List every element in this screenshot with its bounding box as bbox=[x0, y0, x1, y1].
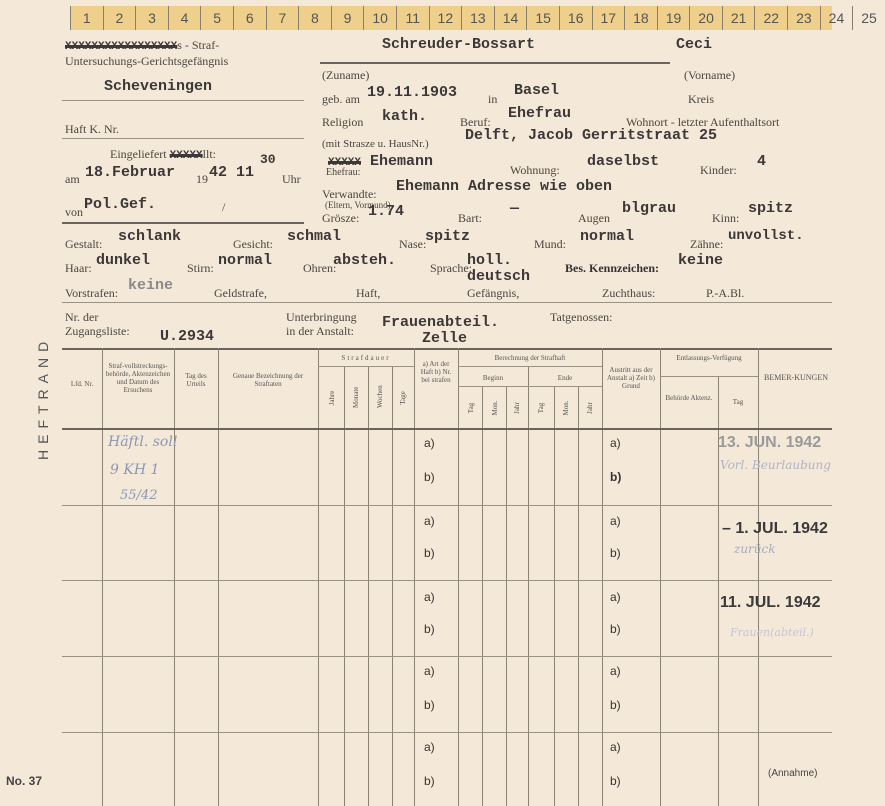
eingeliefert-suffix: llt: bbox=[202, 147, 216, 161]
eingeliefert-line bbox=[110, 147, 216, 162]
ruler-number: 25 bbox=[852, 6, 885, 30]
gefaengnis-label: Gefängnis, bbox=[467, 286, 520, 300]
row5-a: a) bbox=[424, 740, 435, 754]
born-in-label: in bbox=[488, 92, 498, 106]
mund-label: Mund: bbox=[534, 237, 567, 251]
ruler-number: 6 bbox=[233, 6, 266, 30]
row5-austritt-b: b) bbox=[610, 774, 621, 788]
vorstrafen-label: Vorstrafen: bbox=[65, 286, 119, 300]
born-label: geb. am bbox=[322, 92, 360, 106]
struck-text: XXXXX bbox=[328, 157, 362, 169]
date-stamp: 13. JUN. 1942 bbox=[718, 434, 822, 451]
gesicht-label: Gesicht: bbox=[233, 237, 273, 251]
institution-line2: Untersuchungs-Gerichtsgefängnis bbox=[65, 54, 229, 68]
numbered-ruler-strip bbox=[70, 6, 877, 30]
row3-b: b) bbox=[424, 622, 435, 636]
ruler-number: 24 bbox=[820, 6, 853, 30]
bart-value: — bbox=[510, 200, 520, 217]
tatgenossen-label: Tatgenossen: bbox=[550, 310, 613, 324]
ruler-number: 19 bbox=[657, 6, 690, 30]
ruler-number: 11 bbox=[396, 6, 429, 30]
header-berechnung: Berechnung der Strafhaft bbox=[494, 354, 566, 362]
row2-austritt-b: b) bbox=[610, 546, 621, 560]
header-wochen: Wochen bbox=[376, 385, 384, 408]
kennzeichen-value: keine bbox=[678, 252, 724, 269]
ruler-number: 12 bbox=[429, 6, 462, 30]
handwritten-note: 9 KH 1 bbox=[110, 462, 160, 478]
header-date-col: Jahr bbox=[586, 402, 594, 414]
header-bemerkungen: BEMER-KUNGEN bbox=[764, 373, 828, 382]
gesicht-value: schmal bbox=[287, 228, 342, 245]
date-stamp: 11. JUL. 1942 bbox=[720, 594, 821, 611]
row1-austritt-b: b) bbox=[610, 470, 622, 484]
row2-austritt-a: a) bbox=[610, 514, 621, 528]
ehefrau-label: Ehefrau: bbox=[326, 167, 361, 178]
zugang-label2: Zugangsliste: bbox=[65, 324, 130, 338]
wohnung-value: daselbst bbox=[587, 153, 660, 170]
header-strafdauer: Strafdauer bbox=[341, 354, 391, 362]
am-label: am bbox=[65, 172, 80, 186]
handwritten-note: Frauen(abteil.) bbox=[730, 626, 814, 639]
institution-line1 bbox=[65, 38, 219, 53]
row3-a: a) bbox=[424, 590, 435, 604]
uhr-label: Uhr bbox=[282, 172, 301, 186]
born-date: 19.11.1903 bbox=[367, 84, 458, 101]
geldstrafe-label: Geldstrafe, bbox=[214, 286, 267, 300]
sprache-value2: deutsch bbox=[467, 268, 531, 285]
kinn-value: spitz bbox=[748, 200, 794, 217]
unterbringung-label1: Unterbringung bbox=[286, 310, 357, 324]
header-date-col: Jahr bbox=[513, 402, 521, 414]
groesse-value: 1.74 bbox=[368, 203, 405, 220]
ruler-number: 3 bbox=[135, 6, 168, 30]
kinder-value: 4 bbox=[757, 153, 767, 170]
annahme-label: (Annahme) bbox=[768, 768, 818, 779]
born-place: Basel bbox=[514, 82, 560, 99]
gestalt-value: schlank bbox=[118, 228, 182, 245]
von-label: von bbox=[65, 205, 83, 219]
von-value: Pol.Gef. bbox=[84, 196, 157, 213]
header-tag: Tag bbox=[732, 398, 744, 406]
kinder-label: Kinder: bbox=[700, 163, 737, 177]
row5-austritt-a: a) bbox=[610, 740, 621, 754]
handwritten-note: Häftl. soll bbox=[108, 434, 178, 450]
haft2-label: Haft, bbox=[356, 286, 381, 300]
haar-value: dunkel bbox=[96, 252, 151, 269]
sprache-label: Sprache: bbox=[430, 261, 472, 275]
kinn-label: Kinn: bbox=[712, 211, 740, 225]
augen-label: Augen bbox=[578, 211, 610, 225]
time-sup: 30 bbox=[260, 152, 276, 167]
ruler-number: 8 bbox=[298, 6, 331, 30]
ruler-number: 13 bbox=[461, 6, 494, 30]
ruler-number: 22 bbox=[754, 6, 787, 30]
ruler-number: 1 bbox=[70, 6, 103, 30]
row3-austritt-b: b) bbox=[610, 622, 621, 636]
religion-label: Religion bbox=[322, 115, 364, 129]
header-date-col: Mon. bbox=[562, 400, 570, 416]
row4-austritt-a: a) bbox=[610, 664, 621, 678]
header-tage: Tage bbox=[399, 391, 407, 405]
bart-label: Bart: bbox=[458, 211, 482, 225]
heftrand-label: HEFTRAND bbox=[35, 335, 51, 460]
augen-value: blgrau bbox=[622, 200, 677, 217]
header-beginn: Beginn bbox=[482, 374, 504, 382]
row2-a: a) bbox=[424, 514, 435, 528]
verwandte-label: Verwandte: bbox=[322, 187, 377, 201]
header-entlassung: Entlassungs-Verfügung bbox=[676, 354, 742, 362]
header-date-col: Tag bbox=[537, 402, 545, 414]
gestalt-label: Gestalt: bbox=[65, 237, 103, 251]
residence-label: Wohnort - letzter Aufenthaltsort bbox=[626, 115, 780, 129]
header-austritt: Austritt aus der Anstalt a) Zeit b) Grund bbox=[606, 366, 655, 390]
ohren-label: Ohren: bbox=[303, 261, 337, 275]
ohren-value: absteh. bbox=[333, 252, 397, 269]
haar-label: Haar: bbox=[65, 261, 92, 275]
kennzeichen-label: Bes. Kennzeichen: bbox=[565, 261, 659, 275]
beruf-label: Beruf: bbox=[460, 115, 491, 129]
zugang-value: U.2934 bbox=[160, 328, 215, 345]
ruler-number: 2 bbox=[103, 6, 136, 30]
struck-text: XXXXXXXXXXXXXXXXX bbox=[65, 41, 178, 53]
row1-austritt-a: a) bbox=[610, 436, 621, 450]
date-value: 18.Februar bbox=[85, 164, 176, 181]
ruler-number: 18 bbox=[624, 6, 657, 30]
haft-label: Haft K. Nr. bbox=[65, 122, 119, 136]
surname-label: (Zuname) bbox=[322, 68, 370, 82]
row4-austritt-b: b) bbox=[610, 698, 621, 712]
date-stamp: – 1. JUL. 1942 bbox=[722, 520, 828, 537]
institution-suffix: s - Straf- bbox=[177, 38, 220, 52]
stirn-label: Stirn: bbox=[187, 261, 214, 275]
header-behoerde: Straf-vollstreckungs-behörde, Aktenzeichen und Datum des Ersuchens bbox=[105, 362, 171, 394]
ruler-number: 4 bbox=[168, 6, 201, 30]
eingeliefert-label: Eingeliefert bbox=[110, 147, 167, 161]
zuchthaus-label: Zuchthaus: bbox=[602, 286, 656, 300]
spouse-value: Ehemann bbox=[370, 153, 434, 170]
header-art-haft: a) Art der Haft b) Nr. bei strafen bbox=[420, 360, 452, 384]
handwritten-note: 55/42 bbox=[120, 488, 158, 503]
handwritten-note: Vorl. Beurlaubung bbox=[720, 458, 831, 472]
nase-label: Nase: bbox=[399, 237, 427, 251]
verwandte-sub: (Eltern, Vormund) bbox=[325, 200, 391, 210]
unterbringung-value2: Zelle bbox=[422, 330, 468, 347]
vorstrafen-value: keine bbox=[128, 277, 174, 294]
row3-austritt-a: a) bbox=[610, 590, 621, 604]
verwandte-value: Ehemann Adresse wie oben bbox=[396, 178, 613, 195]
ruler-number: 23 bbox=[787, 6, 820, 30]
slash-mark: / bbox=[222, 200, 226, 214]
zaehne-value: unvollst. bbox=[728, 228, 804, 244]
sprache-value1: holl. bbox=[467, 252, 513, 269]
zugang-label1: Nr. der bbox=[65, 310, 99, 324]
header-bezeichnung: Genaue Bezeichnung der Straftaten bbox=[232, 372, 304, 388]
row1-b: b) bbox=[424, 470, 435, 484]
handwritten-note: zurück bbox=[734, 542, 776, 556]
street-value: Delft, Jacob Gerritstraat 25 bbox=[465, 127, 718, 144]
row4-b: b) bbox=[424, 698, 435, 712]
header-behoerde-akten: Behörde Aktenz. bbox=[665, 394, 713, 402]
row1-a: a) bbox=[424, 436, 435, 450]
groesse-label: Grösze: bbox=[322, 211, 360, 225]
header-lfd: Lfd. Nr. bbox=[70, 380, 94, 388]
mund-value: normal bbox=[580, 228, 635, 245]
header-jahre: Jahre bbox=[328, 390, 336, 406]
table-top-border bbox=[62, 348, 832, 350]
firstname-value: Ceci bbox=[676, 36, 713, 53]
unterbringung-value1: Frauenabteil. bbox=[382, 314, 500, 331]
ruler-number: 7 bbox=[266, 6, 299, 30]
nase-value: spitz bbox=[425, 228, 471, 245]
struck-text: XXXXX bbox=[169, 150, 203, 162]
card-number: No. 37 bbox=[6, 774, 43, 788]
religion-value: kath. bbox=[382, 108, 428, 125]
ruler-number: 17 bbox=[592, 6, 625, 30]
row4-a: a) bbox=[424, 664, 435, 678]
ruler-number: 21 bbox=[722, 6, 755, 30]
surname-value: Schreuder-Bossart bbox=[382, 36, 536, 53]
header-tag-urteil: Tag des Urteils bbox=[185, 372, 207, 388]
wohnung-label: Wohnung: bbox=[510, 163, 560, 177]
ruler-number: 14 bbox=[494, 6, 527, 30]
year-prefix: 19 bbox=[196, 172, 208, 186]
header-ende: Ende bbox=[557, 374, 573, 382]
institution-place: Scheveningen bbox=[104, 78, 213, 95]
ruler-number: 15 bbox=[526, 6, 559, 30]
header-date-col: Mon. bbox=[491, 400, 499, 416]
ruler-number: 10 bbox=[363, 6, 396, 30]
time-value: 11 bbox=[236, 164, 255, 181]
ruler-number: 16 bbox=[559, 6, 592, 30]
year-value: 42 bbox=[209, 164, 228, 181]
unterbringung-label2: in der Anstalt: bbox=[286, 324, 354, 338]
header-date-col: Tag bbox=[467, 402, 475, 414]
ruler-number: 20 bbox=[689, 6, 722, 30]
row5-b: b) bbox=[424, 774, 435, 788]
kreis-label: Kreis bbox=[688, 92, 714, 106]
beruf-value: Ehefrau bbox=[508, 105, 572, 122]
header-monate: Monate bbox=[352, 386, 360, 408]
street-label: (mit Strasze u. HausNr.) bbox=[322, 138, 429, 150]
ruler-number: 9 bbox=[331, 6, 364, 30]
stirn-value: normal bbox=[218, 252, 273, 269]
pabl-label: P.-A.Bl. bbox=[706, 286, 745, 300]
zaehne-label: Zähne: bbox=[690, 237, 724, 251]
row2-b: b) bbox=[424, 546, 435, 560]
ruler-number: 5 bbox=[200, 6, 233, 30]
firstname-label: (Vorname) bbox=[684, 68, 736, 82]
